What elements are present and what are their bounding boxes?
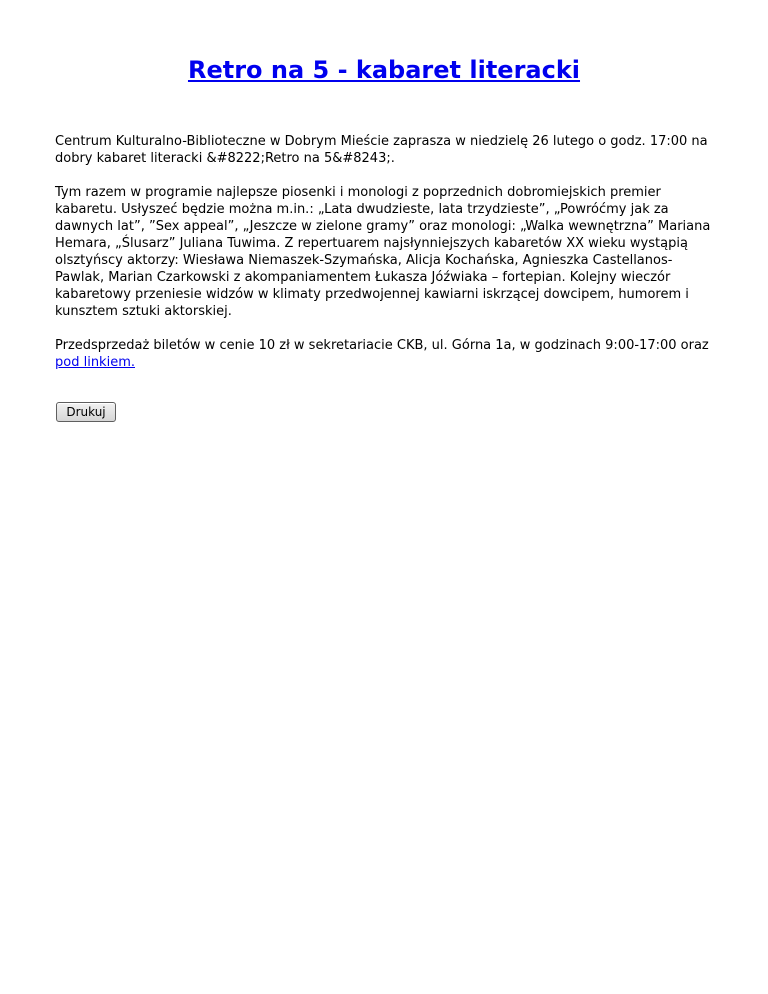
article-body (55, 133, 717, 388)
tickets-link[interactable]: pod linkiem. (55, 355, 135, 370)
print-button[interactable]: Drukuj (56, 402, 116, 422)
intro-paragraph: Centrum Kulturalno-Biblioteczne w Dobrym Mieście zaprasza w niedzielę 26 lutego o godz. 17:00 na dobry kabaret literacki &#8222;Retro na 5&#8243;. (55, 134, 708, 166)
tickets-text: Przedsprzedaż biletów w cenie 10 zł w sekretariacie CKB, ul. Górna 1a, w godzinach 9:00-17:00 oraz (55, 338, 709, 353)
page-title (0, 53, 768, 87)
program-paragraph: Tym razem w programie najlepsze piosenki i monologi z poprzednich dobromiejskich premier kabaretu. Usłyszeć będzie można m.in.: „Lata dwudzieste, lata trzydzieste”, „Powróćmy jak za dawnych lat”, ”Sex appeal”, „Jeszcze w zielone gramy” oraz monologi: „Walka wewnętrzna” Mariana Hemara, „Ślusarz” Juliana Tuwima. Z repertuarem najsłynniejszych kabaretów XX wieku wystąpią olsztyńscy aktorzy: Wiesława Niemaszek-Szymańska, Alicja Kochańska, Agnieszka Castellanos-Pawlak, Marian Czarkowski z akompaniamentem Łukasza Jóźwiaka – fortepian. Kolejny wieczór kabaretowy przeniesie widzów w klimaty przedwojennej kawiarni iskrzącej dowcipem, humorem i kunsztem sztuki aktorskiej. (55, 185, 711, 319)
title-link[interactable]: Retro na 5 - kabaret literacki (187, 56, 581, 84)
tickets-paragraph (55, 337, 717, 371)
